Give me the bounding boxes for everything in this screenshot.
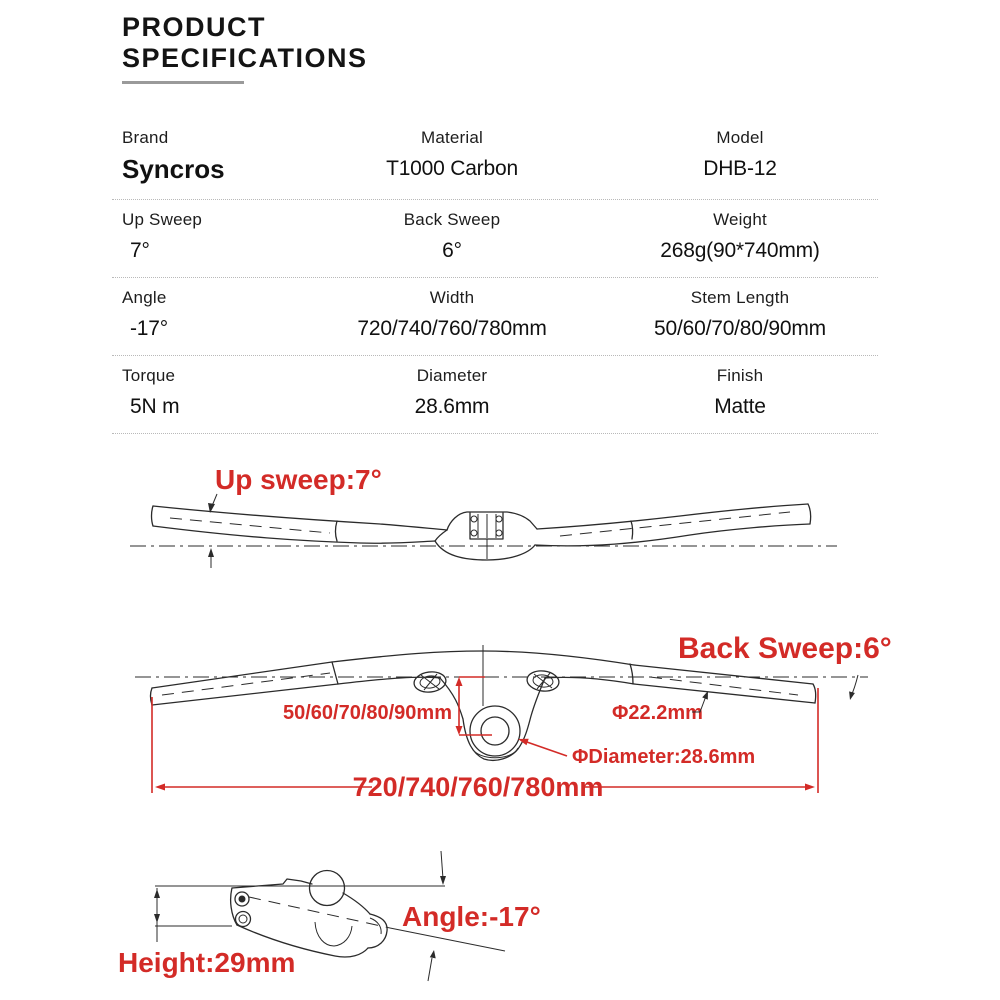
technical-drawings: [0, 430, 1000, 1000]
spec-label: Width: [429, 288, 475, 307]
height-dim-label: Height:29mm: [118, 947, 296, 978]
page-title-line2: SPECIFICATIONS: [122, 43, 368, 73]
spec-label: Weight: [713, 210, 767, 229]
spec-label: Model: [716, 128, 764, 147]
spec-label: Finish: [716, 366, 764, 385]
header: [122, 12, 368, 84]
spec-value: Syncros: [122, 154, 225, 184]
spec-value: 5N m: [130, 395, 180, 418]
spec-value: 268g(90*740mm): [660, 239, 820, 262]
spec-label: Torque: [122, 366, 176, 385]
spec-label: Back Sweep: [403, 210, 501, 229]
up-sweep-label: Up sweep:7°: [215, 464, 382, 495]
spec-value: 50/60/70/80/90mm: [654, 317, 826, 340]
spec-value: 6°: [442, 239, 462, 262]
width-dim-label: 720/740/760/780mm: [352, 772, 604, 802]
page-title-line1: PRODUCT: [122, 12, 266, 42]
spec-label: Brand: [122, 128, 169, 147]
spec-value: T1000 Carbon: [386, 157, 518, 180]
spec-value: 7°: [130, 239, 150, 262]
spec-value: -17°: [130, 317, 168, 340]
back-sweep-diagram: [135, 632, 892, 802]
handlebar-drawings-svg: [0, 430, 1000, 1000]
spec-label: Stem Length: [690, 288, 790, 307]
table-row: [112, 278, 878, 356]
clamp-diameter-label: ΦDiameter:28.6mm: [572, 746, 756, 768]
table-row: [112, 200, 878, 278]
spec-table: [112, 118, 878, 434]
back-sweep-label: Back Sweep:6°: [678, 632, 892, 665]
spec-label: Up Sweep: [122, 210, 203, 229]
spec-value: 28.6mm: [414, 395, 490, 418]
bar-diameter-label: Φ22.2mm: [612, 702, 703, 724]
spec-label: Material: [420, 128, 484, 147]
spec-value: 720/740/760/780mm: [357, 317, 547, 340]
spec-value: DHB-12: [703, 157, 777, 180]
spec-label: Diameter: [416, 366, 488, 385]
spec-value: Matte: [714, 395, 766, 418]
up-sweep-diagram: [130, 464, 837, 568]
side-view-diagram: [118, 851, 541, 981]
stem-length-dim-label: 50/60/70/80/90mm: [282, 702, 452, 724]
table-row: [112, 356, 878, 434]
table-row: [112, 118, 878, 200]
spec-label: Angle: [122, 288, 167, 307]
angle-dim-label: Angle:-17°: [402, 901, 541, 932]
title-underline: [122, 81, 244, 84]
